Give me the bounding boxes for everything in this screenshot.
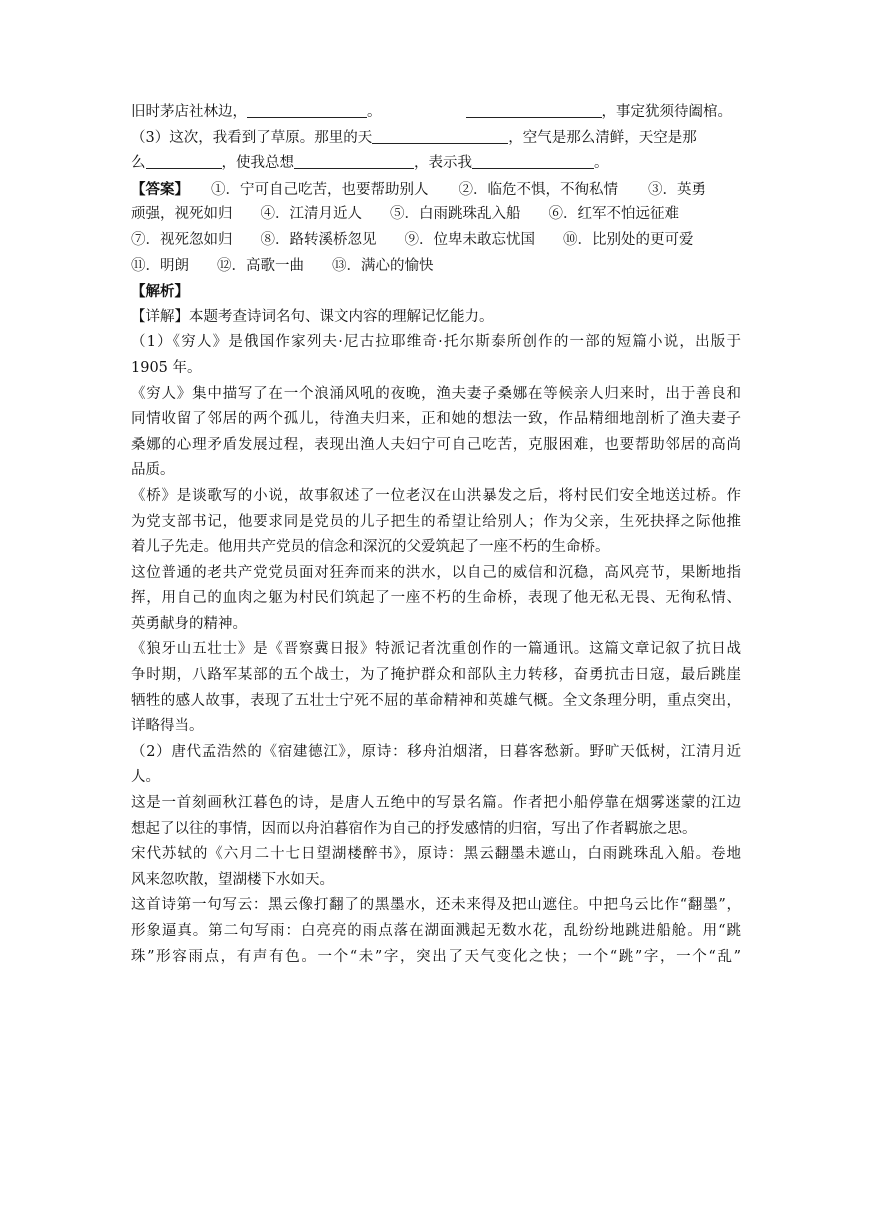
text-line: 宋代苏轼的《六月二十七日望湖楼醉书》，原诗：黑云翻墨未遮山，白雨跳珠乱入船。卷地	[131, 846, 741, 863]
text-segment: ，事定犹须待阖棺。	[601, 104, 732, 120]
answer-item: ⑧．路转溪桥忽见	[260, 231, 377, 248]
text-line: 英勇献身的精神。	[131, 615, 247, 632]
answer-blank[interactable]	[247, 102, 367, 118]
answer-line-1	[131, 177, 741, 203]
analysis-label: 【解析】	[131, 283, 189, 301]
answer-item: ⑨．位卑未敢忘忧国	[404, 231, 535, 248]
text-segment: ，空气是那么清鲜，天空是那	[508, 129, 697, 146]
fill-in-line-1	[131, 100, 741, 126]
text-line: 人。	[131, 769, 160, 786]
text-line: （1）《穷人》是俄国作家列夫·尼古拉耶维奇·托尔斯泰所创作的一部的短篇小说，出版于	[131, 334, 741, 351]
text-segment: （3）这次，我看到了草原。那里的天	[131, 129, 373, 146]
answer-blank[interactable]	[472, 153, 594, 169]
text-line: 品质。	[131, 462, 175, 479]
text-line: 1905 年。	[131, 359, 202, 376]
answer-item: ⑥．红军不怕远征难	[548, 206, 679, 223]
text-line: 这位普通的老共产党党员面对狂奔而来的洪水，以自己的威信和沉稳，高风亮节，果断地指	[131, 564, 741, 581]
answer-item: ⑦．视死忽如归	[131, 231, 233, 248]
fill-in-line-2	[131, 126, 741, 152]
text-line: 《桥》是谈歌写的小说，故事叙述了一位老汉在山洪暴发之后，将村民们安全地送过桥。作	[131, 487, 741, 504]
answer-item: ⑫．高歌一曲	[217, 257, 304, 274]
text-segment: 。	[367, 104, 382, 120]
text-line: 挥，用自己的血肉之躯为村民们筑起了一座不朽的生命桥，表现了他无私无畏、无徇私情、	[131, 590, 741, 607]
answer-label: 【答案】	[131, 180, 189, 198]
text-line: 桑娜的心理矛盾发展过程，表现出渔人夫妇宁可自己吃苦，克服困难，也要帮助邻居的高尚	[131, 436, 741, 453]
text-line: 详略得当。	[131, 718, 204, 735]
text-line: 珠”形容雨点，有声有色。一个“未”字，突出了天气变化之快；一个“跳”字，一个“乱”	[131, 948, 741, 965]
answer-line-2	[131, 202, 741, 228]
answer-blank[interactable]	[146, 153, 222, 169]
text-line: 《穷人》集中描写了在一个浪涌风吼的夜晚，渔夫妻子桑娜在等候亲人归来时，出于善良和	[131, 385, 741, 402]
text-line: 想起了以往的事情，因而以舟泊暮宿作为自己的抒发感情的归宿，写出了作者羁旅之思。	[131, 820, 697, 837]
text-line: 《狼牙山五壮士》是《晋察冀日报》特派记者沈重创作的一篇通讯。这篇文章记叙了抗日战	[131, 641, 741, 658]
answer-blank[interactable]	[294, 153, 414, 169]
answer-item: ①．宁可自己吃苦，也要帮助别人	[211, 181, 429, 198]
text-segment: 么	[131, 155, 146, 172]
text-line: 风来忽吹散，望湖楼下水如天。	[131, 871, 334, 888]
answer-line-3	[131, 228, 741, 254]
answer-item: ⑪．明朗	[131, 257, 189, 274]
text-segment: ，表示我	[414, 155, 472, 172]
text-line: 为党支部书记，他要求同是党员的儿子把生的希望让给别人；作为父亲，生死抉择之际他推	[131, 513, 741, 530]
text-line: 形象逼真。第二句写雨：白亮亮的雨点落在湖面溅起无数水花，乱纷纷地跳进船舱。用“跳	[131, 923, 741, 939]
answer-item: ④．江清月近人	[260, 206, 362, 223]
text-line: 着儿子先走。他用共产党员的信念和深沉的父爱筑起了一座不朽的生命桥。	[131, 539, 610, 556]
text-line: 同情收留了邻居的两个孤儿，待渔夫归来，正和她的想法一致，作品精细地剖析了渔夫妻子	[131, 411, 741, 428]
page-content	[131, 100, 741, 970]
text-segment: 。	[594, 155, 609, 172]
text-line: 牺牲的感人故事，表现了五壮士宁死不屈的革命精神和英雄气概。全文条理分明，重点突出，	[131, 692, 741, 709]
answer-line-4	[131, 254, 741, 280]
answer-item: ③．英勇	[648, 181, 706, 198]
answer-item: ⑩．比别处的更可爱	[563, 231, 694, 248]
detail-line: 【详解】本题考查诗词名句、课文内容的理解记忆能力。	[131, 308, 494, 325]
text-line: 这首诗第一句写云：黑云像打翻了的黑墨水，还未来得及把山遮住。中把乌云比作“翻墨”，	[131, 897, 741, 914]
answer-blank[interactable]	[466, 102, 602, 118]
answer-item: 顽强，视死如归	[131, 206, 233, 223]
text-segment: ，使我总想	[221, 155, 294, 172]
answer-item: ⑬．满心的愉快	[332, 257, 434, 274]
text-segment: 旧时茅店社林边，	[131, 104, 247, 120]
analysis-body	[131, 330, 741, 970]
text-line: （2）唐代孟浩然的《宿建德江》，原诗：移舟泊烟渚，日暮客愁新。野旷天低树，江清月近	[131, 743, 741, 760]
text-line: 这是一首刻画秋江暮色的诗，是唐人五绝中的写景名篇。作者把小船停靠在烟雾迷蒙的江边	[131, 795, 741, 812]
answer-item: ⑤．白雨跳珠乱入船	[390, 206, 521, 223]
answer-blank[interactable]	[372, 128, 508, 144]
fill-in-line-3	[131, 151, 741, 177]
answer-item: ②．临危不惧，不徇私情	[458, 181, 618, 198]
text-line: 争时期，八路军某部的五个战士，为了掩护群众和部队主力转移，奋勇抗击日寇，最后跳崖	[131, 667, 741, 684]
